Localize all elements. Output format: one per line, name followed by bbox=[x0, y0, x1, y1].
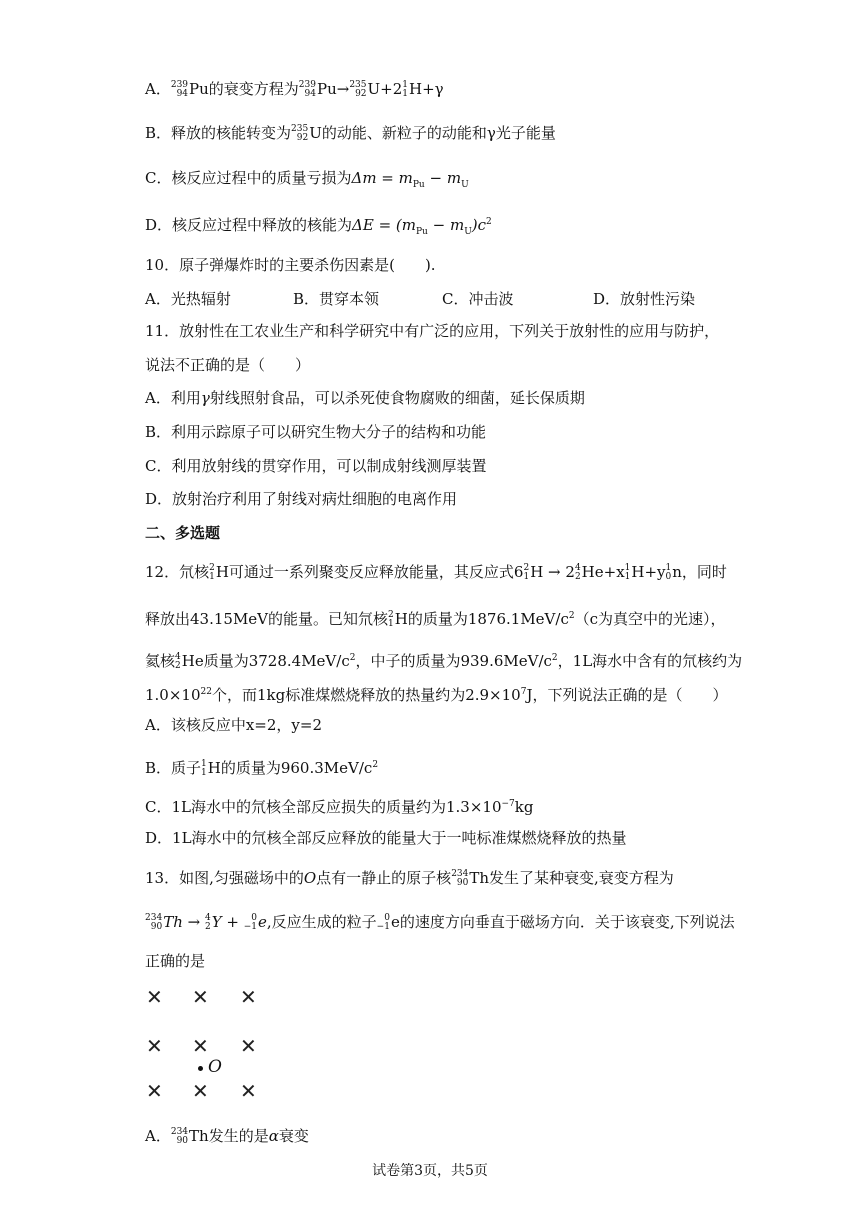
q10-option-c: C．冲击波 bbox=[442, 290, 514, 308]
q9-option-c: C．核反应过程中的质量亏损为$\Delta m = m_{Pu} - m_U$ bbox=[145, 169, 469, 190]
page-footer: 试卷第3页，共5页 bbox=[372, 1163, 488, 1179]
q13-stem-2: 234 90 Th → 4 2 Y + 0 −1 e,反应生成的粒子 0 −1 e的速度方向垂直于磁场方向．关于该衰变,下列说法 bbox=[145, 913, 735, 932]
q11-option-a: A．利用γ射线照射食品，可以杀死使食物腐败的细菌，延长保质期 bbox=[145, 389, 585, 407]
q10-option-a: A．光热辐射 bbox=[145, 290, 231, 308]
q12-stem-3: 氦核 4 2 He质量为$3728.4MeV/c^2$，中子的质量为$939.6MeV/c^2$，1L海水中含有的氘核约为 bbox=[145, 652, 743, 671]
point-o-dot bbox=[198, 1066, 203, 1071]
q11-option-b: B．利用示踪原子可以研究生物大分子的结构和功能 bbox=[145, 423, 487, 441]
q11-stem-1: 11．放射性在工农业生产和科学研究中有广泛的应用，下列关于放射性的应用与防护， bbox=[145, 322, 720, 340]
q13-stem-1: 13．如图,匀强磁场中的O点有一静止的原子核 234 90 Th发生了某种衰变,衰变方程为 bbox=[145, 869, 674, 888]
field-cross-icon: ✕ bbox=[192, 985, 209, 1009]
q12-stem-1: 12．氘核 2 1 H可通过一系列聚变反应释放能量，其反应式6 2 1 H → 2 4 2 He+x 1 1 H+y 1 0 n，同时 bbox=[145, 563, 727, 582]
q10-stem: 10．原子弹爆炸时的主要杀伤因素是( ). bbox=[145, 256, 436, 274]
q12-stem-4: $1.0\times 10^{22}$个，而1kg标准煤燃烧释放的热量约为$2.9\times 10^7J$，下列说法正确的是（ ） bbox=[145, 686, 728, 704]
q13-option-a: A． 234 90 Th发生的是α衰变 bbox=[145, 1127, 309, 1146]
field-cross-icon: ✕ bbox=[146, 1079, 163, 1103]
field-cross-icon: ✕ bbox=[240, 985, 257, 1009]
q9-option-b: B．释放的核能转变为 235 92 U的动能、新粒子的动能和γ光子能量 bbox=[145, 124, 556, 143]
field-cross-icon: ✕ bbox=[146, 1034, 163, 1058]
q12-option-d: D．1L海水中的氘核全部反应释放的能量大于一吨标准煤燃烧释放的热量 bbox=[145, 829, 627, 847]
field-cross-icon: ✕ bbox=[192, 1079, 209, 1103]
field-cross-icon: ✕ bbox=[192, 1034, 209, 1058]
q12-stem-2: 释放出43.15MeV的能量。已知氘核 2 1 H的质量为$1876.1MeV/c^2(c$为真空中的光速）， bbox=[145, 610, 726, 629]
field-cross-icon: ✕ bbox=[240, 1079, 257, 1103]
isotope-pu: 239 94 bbox=[170, 80, 189, 99]
q12-option-a: A．该核反应中x=2，y=2 bbox=[145, 716, 322, 734]
point-o-label: O bbox=[208, 1057, 222, 1077]
q11-stem-2: 说法不正确的是（ ） bbox=[145, 356, 311, 374]
q10-option-d: D．放射性污染 bbox=[593, 290, 696, 308]
q10-option-b: B．贯穿本领 bbox=[293, 290, 380, 308]
q11-option-c: C．利用放射线的贯穿作用，可以制成射线测厚装置 bbox=[145, 457, 487, 475]
q9-option-a: A． 239 94 Pu的衰变方程为 239 94 Pu→ 235 92 U+2 1 1 H+γ bbox=[145, 80, 444, 99]
section-heading: 二、多选题 bbox=[145, 524, 221, 542]
q11-option-d: D．放射治疗利用了射线对病灶细胞的电离作用 bbox=[145, 490, 458, 508]
field-cross-icon: ✕ bbox=[240, 1034, 257, 1058]
q12-option-b: B．质子 1 1 H的质量为$960.3MeV/c^2$ bbox=[145, 759, 379, 778]
q9-option-d: D．核反应过程中释放的核能为$\Delta E = (m_{Pu} - m_U)c^2$ bbox=[145, 216, 492, 237]
field-cross-icon: ✕ bbox=[146, 985, 163, 1009]
q13-stem-3: 正确的是 bbox=[145, 952, 206, 970]
q12-option-c: C．1L海水中的氘核全部反应损失的质量约为$1.3\times 10^{-7}kg$ bbox=[145, 798, 534, 816]
